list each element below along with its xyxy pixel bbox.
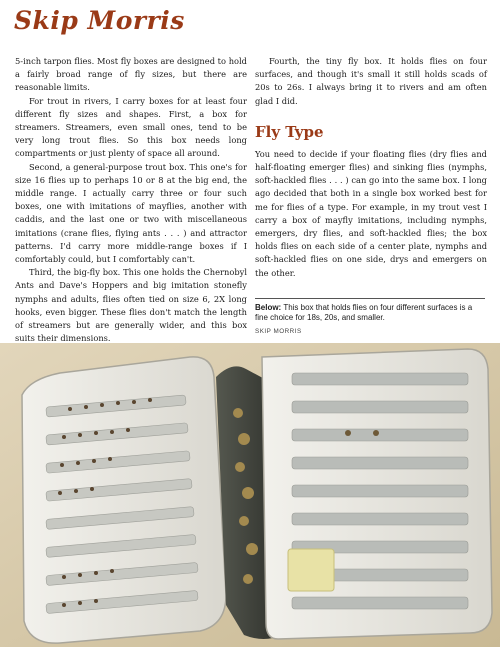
- body-paragraph: You need to decide if your floating flies (dry flies and half-floating emerger flies) and sinking flies (nymphs, soft-hackled flies . . . ) can go into the same box. I long ago decided that both in a single box worked best for me for flies of a type. For example, in my trout vest I carry a box of mayfly imitations, including nymphs, emergers, dry flies, and soft-hackled flies; the box holds flies on each side of a center plate, nymphs and soft-hackled flies on one side, drys and emergers on the other.: [255, 148, 487, 278]
- body-paragraph: 5-inch tarpon flies. Most fly boxes are designed to hold a fairly broad range of fly sizes, but there are reasonable limits.: [15, 56, 247, 93]
- right-column: [255, 55, 487, 280]
- left-column: [15, 55, 247, 345]
- caption-text: This box that holds flies on four different surfaces is a fine choice for 18s, 20s, and smaller.: [255, 303, 473, 322]
- fly-box-photo: [0, 343, 500, 647]
- author-byline: Skip Morris: [14, 6, 185, 35]
- caption-lead: Below:: [255, 303, 282, 312]
- photo-caption: [255, 303, 487, 337]
- body-paragraph: Fourth, the tiny fly box. It holds flies on four surfaces, and though it's small it still holds scads of 20s to 26s. I always bring it to rivers and am often glad I did.: [255, 56, 487, 106]
- photo-credit: SKIP MORRIS: [255, 328, 302, 335]
- body-paragraph: Third, the big-fly box. This one holds the Chernobyl Ants and Dave's Hoppers and big imitation stonefly nymphs and adults, flies often tied on size 6, 2X long hooks, even bigger. These flies don't match the length of streamers but are generally wider, and this box suits their dimensions.: [15, 267, 247, 344]
- section-heading: Fly Type: [255, 122, 324, 141]
- caption-divider: [255, 298, 485, 299]
- body-paragraph: For trout in rivers, I carry boxes for at least four different fly sizes and shapes. First, a box for streamers. Streamers, even small ones, tend to be very long trout flies. So this box needs long compartments or just plenty of space all around.: [15, 95, 247, 159]
- body-paragraph: Second, a general-purpose trout box. This one's for size 16 flies up to perhaps 10 or 8 at the big end, the middle range. I actually carry three or four such boxes, one with imitations of mayflies, another with caddis, and the last one or two with miscellaneous imitations (crane flies, flying ants . . . ) and attractor patterns. I'd carry more middle-range boxes if I comfortably could, but I comfortably can't.: [15, 161, 247, 265]
